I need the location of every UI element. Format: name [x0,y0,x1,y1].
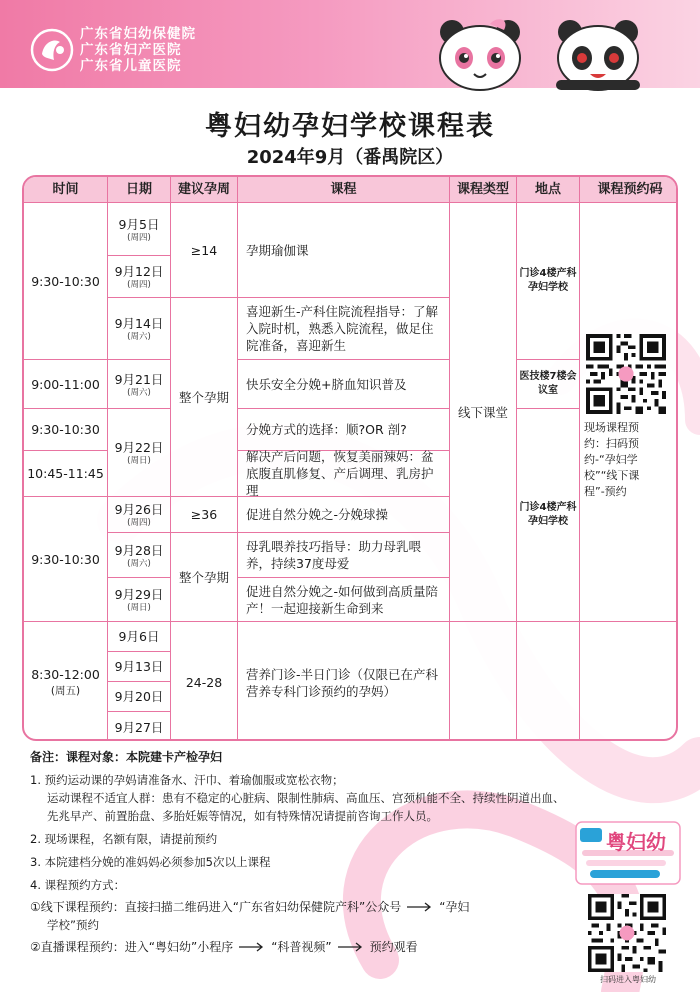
offline-booking-path [30,898,570,916]
promo-card [572,818,684,986]
time-range: 8:30-12:00 [31,666,100,682]
date-weekday: (周日) [127,456,151,466]
offline-step-3: 学校”预约 [47,918,99,932]
booking-instructions: 现场课程预约：扫码预约-“孕妇学校”“线下课程”-预约 [584,421,640,498]
date-value: 9月12日 [114,264,164,279]
booking-code-cell-empty [580,622,678,741]
live-step-2: “科普视频” [271,940,332,954]
course-cell: 母乳喂养技巧指导：助力母乳喂养，持续37度母爱 [238,533,450,578]
promo-brand: 粤妇幼 [606,830,666,854]
course-cell: 喜迎新生-产科住院流程指导：了解入院时机，熟悉入院流程，做足住院准备，喜迎新生 [238,298,450,360]
date-value: 9月22日 [114,440,164,455]
date-cell: 9月6日 [108,622,171,652]
date-value: 9月26日 [114,502,164,517]
arrow-right-icon [407,902,433,912]
header-time: 时间 [24,177,108,203]
course-type-cell: 线下课堂 [450,203,517,622]
location-cell: 门诊4楼产科孕妇学校 [517,409,580,622]
hospital-name-3: 广东省儿童医院 [80,58,182,74]
note-item-4: 4. 课程预约方式： [30,878,126,892]
date-value: 9月29日 [114,587,164,602]
time-weekday: (周五) [50,684,81,697]
week-cell: 整个孕期 [171,298,238,497]
note-item-1 [30,771,570,825]
course-cell: 解决产后问题，恢复美丽辣妈：盆底腹直肌修复、产后调理、乳房护理 [238,451,450,497]
date-cell: 9月20日 [108,682,171,712]
hospital-name-2: 广东省妇产医院 [80,42,182,58]
location-cell: 医技楼7楼会议室 [517,360,580,409]
date-value: 9月5日 [118,216,160,232]
header-location: 地点 [517,177,580,203]
week-cell: ≥14 [171,203,238,298]
date-cell: 9月13日 [108,652,171,682]
time-cell [24,622,108,741]
notes-label: 备注：课程对象：本院建卡产检孕妇 [30,750,223,764]
hospital-logo-icon [30,28,74,72]
time-cell: 9:30-10:30 [24,497,108,622]
date-cell: 9月27日 [108,712,171,741]
week-cell: 24-28 [171,622,238,741]
header-course-type: 课程类型 [450,177,517,203]
week-cell: ≥36 [171,497,238,533]
live-booking-path [30,938,570,956]
date-cell [108,203,171,256]
note-item-1-a: 1. 预约运动课的孕妈请准备水、汗巾、着瑜伽服或宽松衣物； [30,773,344,787]
hospital-names [80,26,196,74]
offline-step-2: “孕妇 [439,900,470,914]
course-cell: 孕期瑜伽课 [238,203,450,298]
date-cell [108,298,171,360]
date-weekday: (周四) [127,518,151,528]
course-cell: 促进自然分娩之-如何做到高质量陪产！一起迎接新生命到来 [238,578,450,622]
note-item-1-b: 运动课程不适宜人群：患有不稳定的心脏病、限制性肺病、高血压、宫颈机能不全、持续性阴道出血、先兆早产、前置胎盘、多胎妊娠等情况，如有特殊情况请提前咨询工作人员。 [47,791,565,823]
arrow-right-icon [338,942,364,952]
live-step-3: 预约观看 [369,940,418,954]
header-booking-code: 课程预约码 [580,177,678,203]
course-cell: 快乐安全分娩+脐血知识普及 [238,360,450,409]
date-cell [108,578,171,622]
note-item-2: 2. 现场课程，名额有限，请提前预约 [30,832,218,846]
location-cell-empty [517,622,580,741]
date-weekday: (周六) [127,558,151,569]
arrow-right-icon [239,942,265,952]
offline-step-1: ①线下课程预约：直接扫描二维码进入“广东省妇幼保健院产科”公众号 [30,900,402,914]
course-cell: 营养门诊-半日门诊（仅限已在产科营养专科门诊预约的孕妈） [238,622,450,741]
date-weekday: (周六) [127,332,151,342]
live-step-1: ②直播课程预约：进入“粤妇幼”小程序 [30,940,234,954]
date-weekday: (周日) [127,603,151,613]
promo-qr-code-icon[interactable] [588,894,666,972]
panda-mascot-pink-icon [430,14,530,94]
course-cell: 分娩方式的选择：顺?OR 剖? [238,409,450,451]
hospital-name-1: 广东省妇幼保健院 [80,26,196,42]
week-cell: 整个孕期 [171,533,238,622]
page-title: 粤妇幼孕妇学校课程表 [205,111,495,142]
date-value: 9月21日 [114,371,164,387]
date-value: 9月14日 [114,316,164,331]
course-cell: 促进自然分娩之-分娩球操 [238,497,450,533]
date-cell [108,409,171,497]
promo-caption: 扫码进入粤妇幼 [600,975,656,984]
date-weekday: (周六) [127,387,151,398]
date-cell [108,497,171,533]
page-subtitle: 2024年9月（番禺院区） [246,147,454,168]
time-cell: 9:30-10:30 [24,409,108,451]
note-item-3: 3. 本院建档分娩的准妈妈必须参加5次以上课程 [30,855,271,869]
time-cell: 9:00-11:00 [24,360,108,409]
notes-section [30,748,570,956]
location-cell: 门诊4楼产科孕妇学校 [517,203,580,360]
date-cell [108,360,171,409]
date-cell [108,533,171,578]
course-type-cell-empty [450,622,517,741]
panda-mascot-red-icon [548,14,648,94]
header-course: 课程 [238,177,450,203]
booking-qr-code-icon[interactable] [586,334,666,414]
date-value: 9月28日 [114,542,164,558]
header-week: 建议孕周 [171,177,238,203]
date-weekday: (周四) [127,280,151,290]
time-cell: 9:30-10:30 [24,203,108,360]
time-cell: 10:45-11:45 [24,451,108,497]
date-weekday: (周四) [127,232,151,243]
course-schedule-table [22,175,678,741]
header-date: 日期 [108,177,171,203]
date-cell [108,256,171,298]
